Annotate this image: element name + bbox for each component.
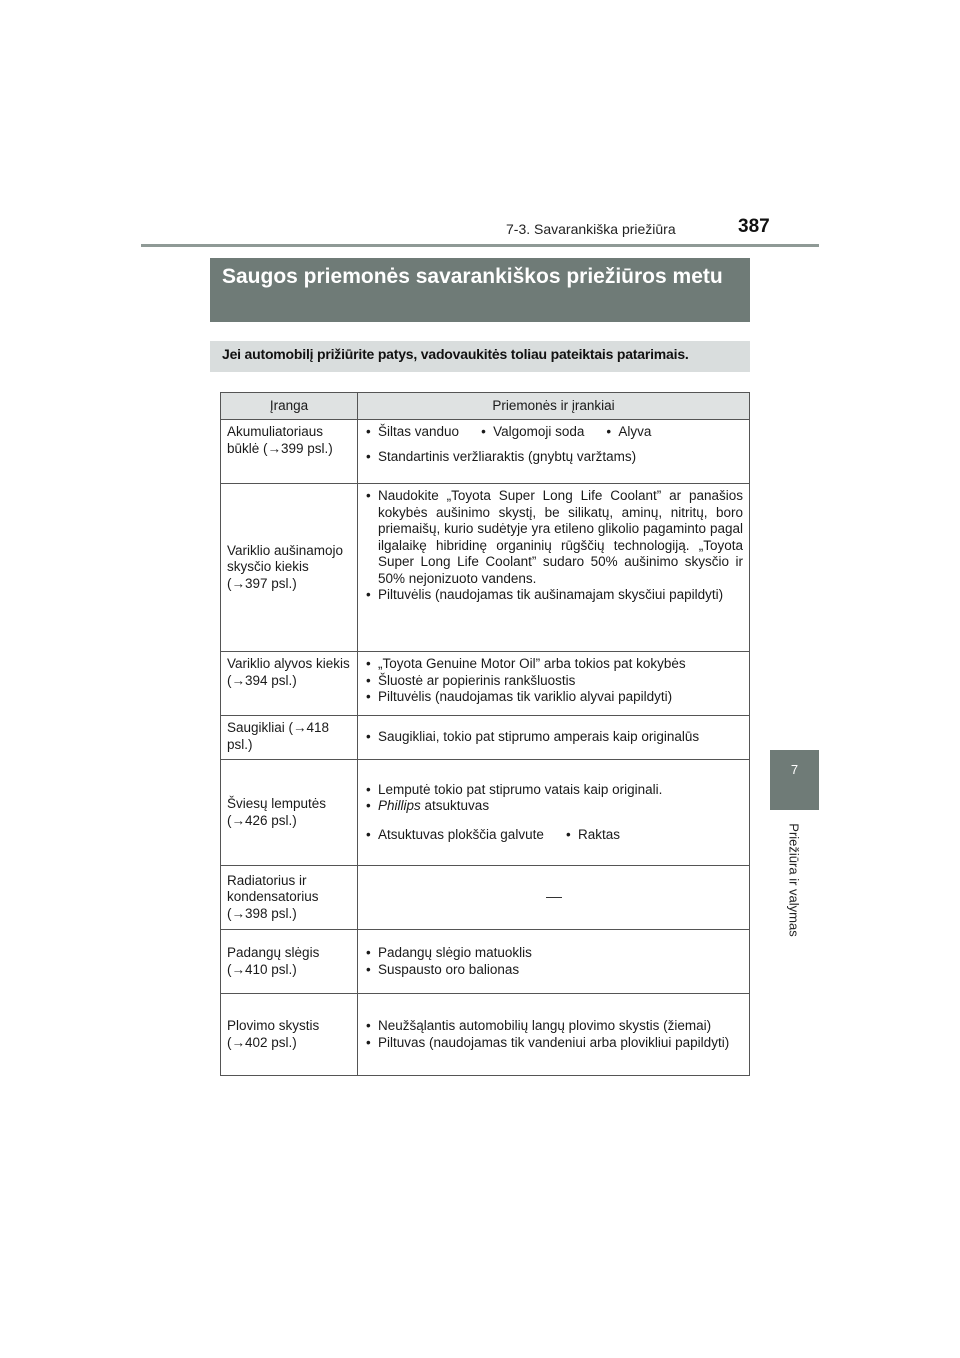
list-item: • Raktas xyxy=(564,827,620,844)
list-item: • „Toyota Genuine Motor Oil” arba tokios pat kokybės xyxy=(364,656,743,673)
tools-cell xyxy=(358,652,750,716)
table-row xyxy=(221,716,750,760)
tools-cell-empty xyxy=(358,866,750,930)
header-rule xyxy=(141,244,819,247)
list-item: • Padangų slėgio matuoklis xyxy=(364,945,743,962)
list-item: • Neužšąlantis automobilių langų plovimo skystis (žiemai) xyxy=(364,1018,743,1035)
list-item: • Suspausto oro balionas xyxy=(364,962,743,979)
list-item xyxy=(364,798,743,815)
equipment-cell: Radiatorius ir kondensatorius (→398 psl.) xyxy=(221,866,358,930)
page-number: 387 xyxy=(738,216,770,237)
list-item: • Alyva xyxy=(604,424,651,441)
list-item: • Piltuvėlis (naudojamas tik aušinamajam skysčiui papildyti) xyxy=(364,587,743,604)
equipment-cell: Akumuliatoriaus būklė (→399 psl.) xyxy=(221,420,358,484)
equipment-cell: Šviesų lemputės (→426 psl.) xyxy=(221,760,358,866)
tools-pair xyxy=(364,827,743,844)
equipment-cell: Variklio aušinamojo skysčio kiekis (→397 psl.) xyxy=(221,484,358,652)
equipment-cell: Padangų slėgis (→410 psl.) xyxy=(221,930,358,994)
list-item: • Saugikliai, tokio pat stiprumo amperais kaip originalūs xyxy=(364,729,743,746)
table-header-row xyxy=(221,393,750,420)
list-item: • Šiltas vanduo xyxy=(364,424,459,441)
tools-list xyxy=(364,1018,743,1051)
tools-list xyxy=(364,782,743,815)
tools-table xyxy=(220,392,750,1076)
table-row xyxy=(221,994,750,1076)
empty-dash xyxy=(546,897,562,898)
list-item: • Piltuvėlis (naudojamas tik variklio alyvai papildyti) xyxy=(364,689,743,706)
chapter-label: Priežiūra ir valymas xyxy=(786,823,802,937)
list-item: • Atsuktuvas plokščia galvute xyxy=(364,827,548,844)
table-row xyxy=(221,866,750,930)
chapter-tab: 7 xyxy=(770,750,819,810)
section-header: 7-3. Savarankiška priežiūra xyxy=(506,221,676,237)
table-row xyxy=(221,484,750,652)
header-equipment: Įranga xyxy=(221,393,358,420)
section-title: Saugos priemonės savarankiškos priežiūros metu xyxy=(210,258,750,322)
tools-cell xyxy=(358,484,750,652)
phillips-italic: Phillips xyxy=(378,798,421,814)
inline-tools xyxy=(364,424,743,441)
list-item: • Šluostė ar popierinis rankšluostis xyxy=(364,673,743,690)
tools-list xyxy=(364,449,743,466)
table-row xyxy=(221,420,750,484)
tools-cell xyxy=(358,716,750,760)
tools-cell xyxy=(358,930,750,994)
table-row xyxy=(221,652,750,716)
tools-cell xyxy=(358,760,750,866)
list-item: • Valgomoji soda xyxy=(479,424,584,441)
phillips-rest: atsuktuvas xyxy=(420,798,490,814)
tools-list xyxy=(364,488,743,604)
header-tools: Priemonės ir įrankiai xyxy=(358,393,750,420)
tools-list xyxy=(364,945,743,978)
tools-list xyxy=(364,729,743,746)
equipment-cell: Variklio alyvos kiekis (→394 psl.) xyxy=(221,652,358,716)
table-row xyxy=(221,930,750,994)
tools-cell xyxy=(358,420,750,484)
list-item: • Naudokite „Toyota Super Long Life Coolant” ar panašios kokybės aušinimo skystį, be silikatų, aminų, nitritų, boro priemaišų, kurio sudėtyje yra etileno glikolio pagaminto pagal ilgalaikę hibridinę organinių rūgščių technologiją. „Toyota Super Long Life Coolant” sudaro 50% aušinimo skysčio ir 50% nejonizuoto vandens. xyxy=(364,488,743,587)
intro-text: Jei automobilį prižiūrite patys, vadovaukitės toliau pateiktais patarimais. xyxy=(210,341,750,372)
list-item: • Lemputė tokio pat stiprumo vatais kaip originali. xyxy=(364,782,743,799)
equipment-cell: Plovimo skystis (→402 psl.) xyxy=(221,994,358,1076)
list-item: • Standartinis veržliaraktis (gnybtų varžtams) xyxy=(364,449,743,466)
tools-cell xyxy=(358,994,750,1076)
list-item: • Piltuvas (naudojamas tik vandeniui arba plovikliui papildyti) xyxy=(364,1035,743,1052)
equipment-cell: Saugikliai (→418 psl.) xyxy=(221,716,358,760)
table-row xyxy=(221,760,750,866)
tools-list xyxy=(364,656,743,706)
